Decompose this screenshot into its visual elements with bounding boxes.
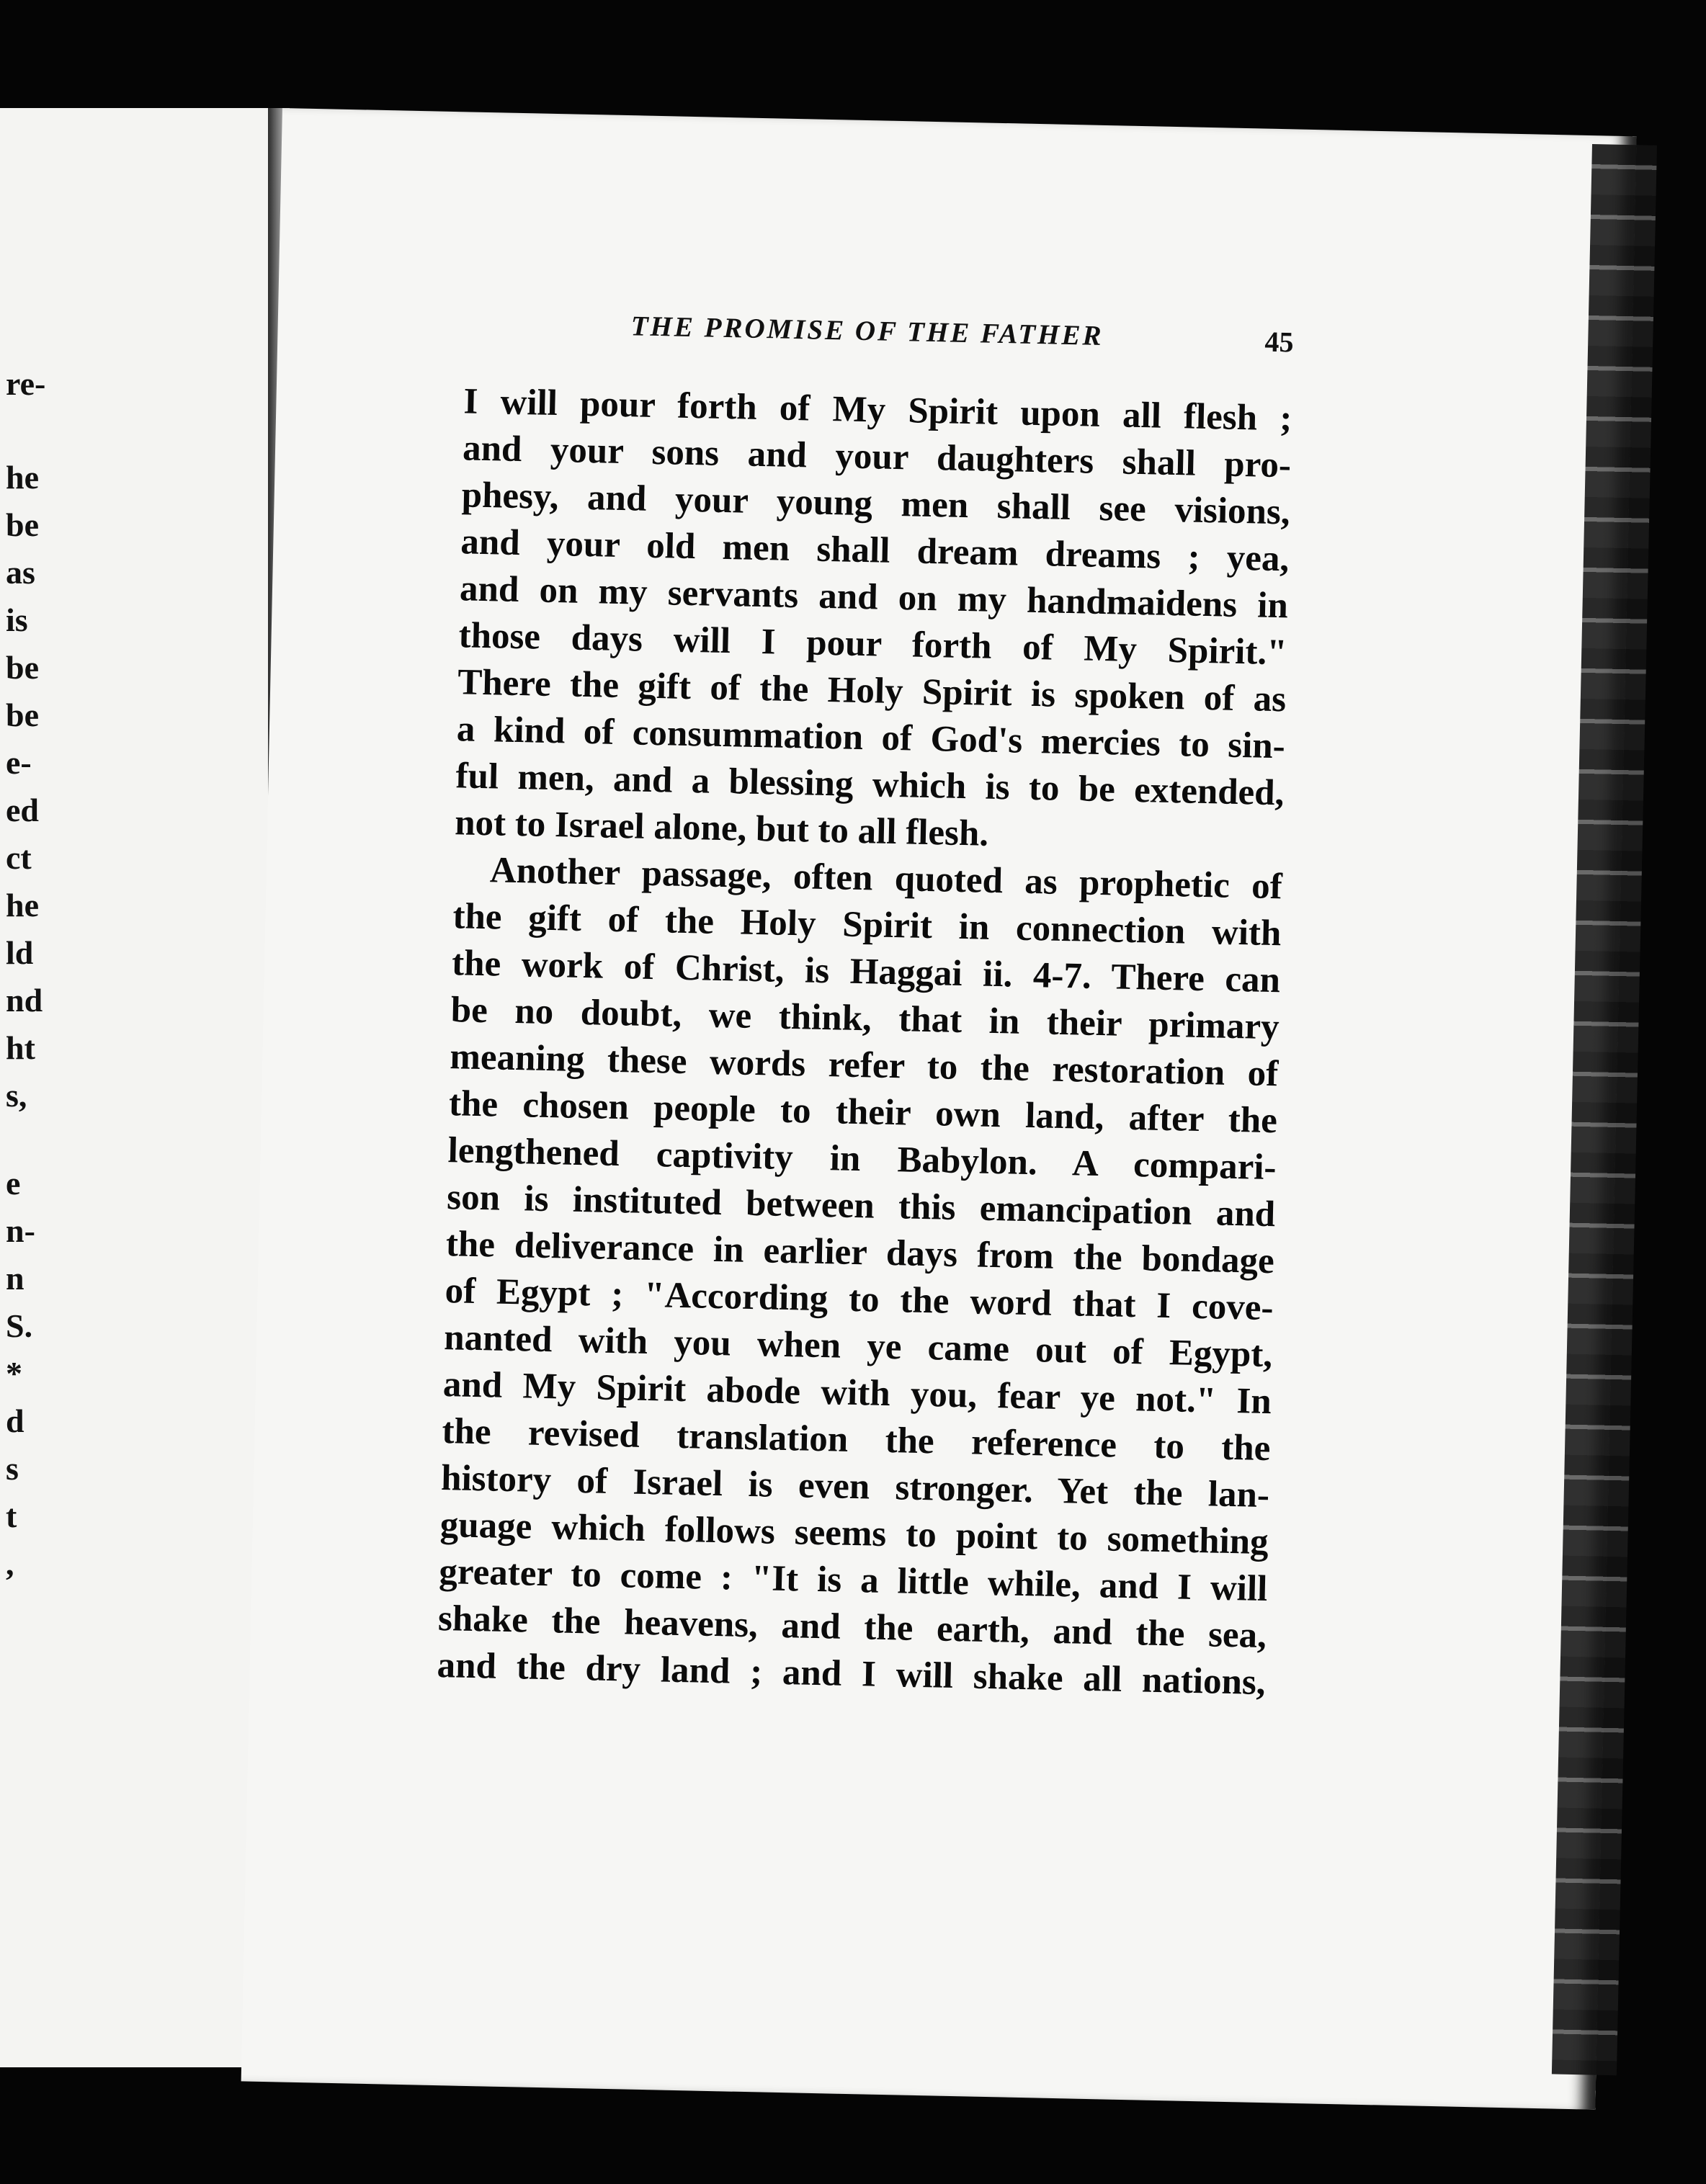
previous-page-fragment: ld bbox=[6, 934, 34, 971]
body-line: meaning these words refer to the restoration of bbox=[449, 1037, 1279, 1095]
body-line: phesy, and your young men shall see visions, bbox=[461, 475, 1291, 533]
body-line: ful men, and a blessing which is to be extended, bbox=[455, 756, 1285, 814]
body-line: be no doubt, we think, that in their primary bbox=[450, 990, 1280, 1048]
previous-page-fragment: , bbox=[6, 1545, 14, 1582]
body-line: and your sons and your daughters shall pro- bbox=[462, 428, 1292, 486]
body-line: and the dry land ; and I will shake all nations, bbox=[437, 1644, 1267, 1704]
previous-page-fragment: ct bbox=[6, 839, 32, 876]
previous-page-fragment: S. bbox=[6, 1307, 33, 1344]
body-line: the revised translation the reference to the bbox=[441, 1411, 1271, 1469]
current-page bbox=[241, 108, 1637, 2110]
body-line: nanted with you when ye came out of Egypt, bbox=[443, 1317, 1273, 1376]
body-line: Another passage, often quoted as prophetic of bbox=[489, 850, 1283, 908]
body-line: and My Spirit abode with you, fear ye not." In bbox=[442, 1364, 1272, 1423]
previous-page-line-endings bbox=[0, 108, 52, 2067]
previous-page-fragment: re- bbox=[6, 365, 46, 402]
body-line: greater to come : "It is a little while, and I will bbox=[438, 1552, 1268, 1610]
previous-page-fragment: be bbox=[6, 506, 39, 543]
body-line: and your old men shall dream dreams ; yea, bbox=[460, 522, 1290, 580]
previous-page-fragment: d bbox=[6, 1402, 24, 1439]
body-line: the chosen people to their own land, after the bbox=[448, 1083, 1278, 1142]
previous-page-fragment: e- bbox=[6, 744, 32, 781]
running-head bbox=[630, 310, 1280, 356]
body-line: of Egypt ; "According to the word that I cove- bbox=[445, 1271, 1274, 1329]
body-line: the gift of the Holy Spirit in connection with bbox=[452, 896, 1282, 954]
previous-page-fragment: t bbox=[6, 1498, 17, 1534]
previous-page-fragment: * bbox=[6, 1355, 22, 1392]
body-line: guage which follows seems to point to something bbox=[439, 1505, 1269, 1563]
previous-page-fragment: be bbox=[6, 697, 39, 733]
previous-page-fragment: ht bbox=[6, 1029, 35, 1066]
body-line: history of Israel is even stronger. Yet the lan- bbox=[440, 1458, 1270, 1516]
previous-page-fragment: he bbox=[6, 887, 39, 923]
body-text bbox=[437, 378, 1292, 1706]
body-line: lengthened captivity in Babylon. A compari- bbox=[447, 1130, 1277, 1189]
body-line: a kind of consummation of God's mercies to sin- bbox=[456, 709, 1286, 767]
previous-page-fragment: e bbox=[6, 1165, 21, 1201]
previous-page-fragment: s, bbox=[6, 1077, 27, 1114]
body-line: not to Israel alone, but to all flesh. bbox=[454, 802, 989, 854]
body-line: son is instituted between this emancipation and bbox=[446, 1177, 1276, 1235]
previous-page bbox=[0, 108, 272, 2067]
previous-page-fragment: s bbox=[6, 1450, 19, 1487]
previous-page-fragment: as bbox=[6, 554, 35, 591]
previous-page-fragment: n bbox=[6, 1260, 24, 1297]
previous-page-fragment: n- bbox=[6, 1212, 35, 1249]
previous-page-fragment: be bbox=[6, 649, 39, 686]
body-line: shake the heavens, and the earth, and the sea, bbox=[437, 1598, 1267, 1657]
page-number: 45 bbox=[1264, 325, 1294, 359]
body-line: the deliverance in earlier days from the bondage bbox=[445, 1224, 1275, 1282]
previous-page-fragment: nd bbox=[6, 982, 43, 1019]
body-line: and on my servants and on my handmaidens in bbox=[459, 568, 1289, 627]
body-line: the work of Christ, is Haggai ii. 4-7. There can bbox=[451, 943, 1281, 1001]
previous-page-fragment: is bbox=[6, 601, 28, 638]
body-line: There the gift of the Holy Spirit is spoken of as bbox=[457, 662, 1287, 720]
previous-page-fragment: ed bbox=[6, 792, 39, 828]
running-head-title: THE PROMISE OF THE FATHER bbox=[630, 310, 1104, 352]
previous-page-fragment: he bbox=[6, 459, 39, 496]
body-line: I will pour forth of My Spirit upon all flesh ; bbox=[463, 381, 1292, 439]
body-line: those days will I pour forth of My Spirit." bbox=[458, 615, 1288, 673]
